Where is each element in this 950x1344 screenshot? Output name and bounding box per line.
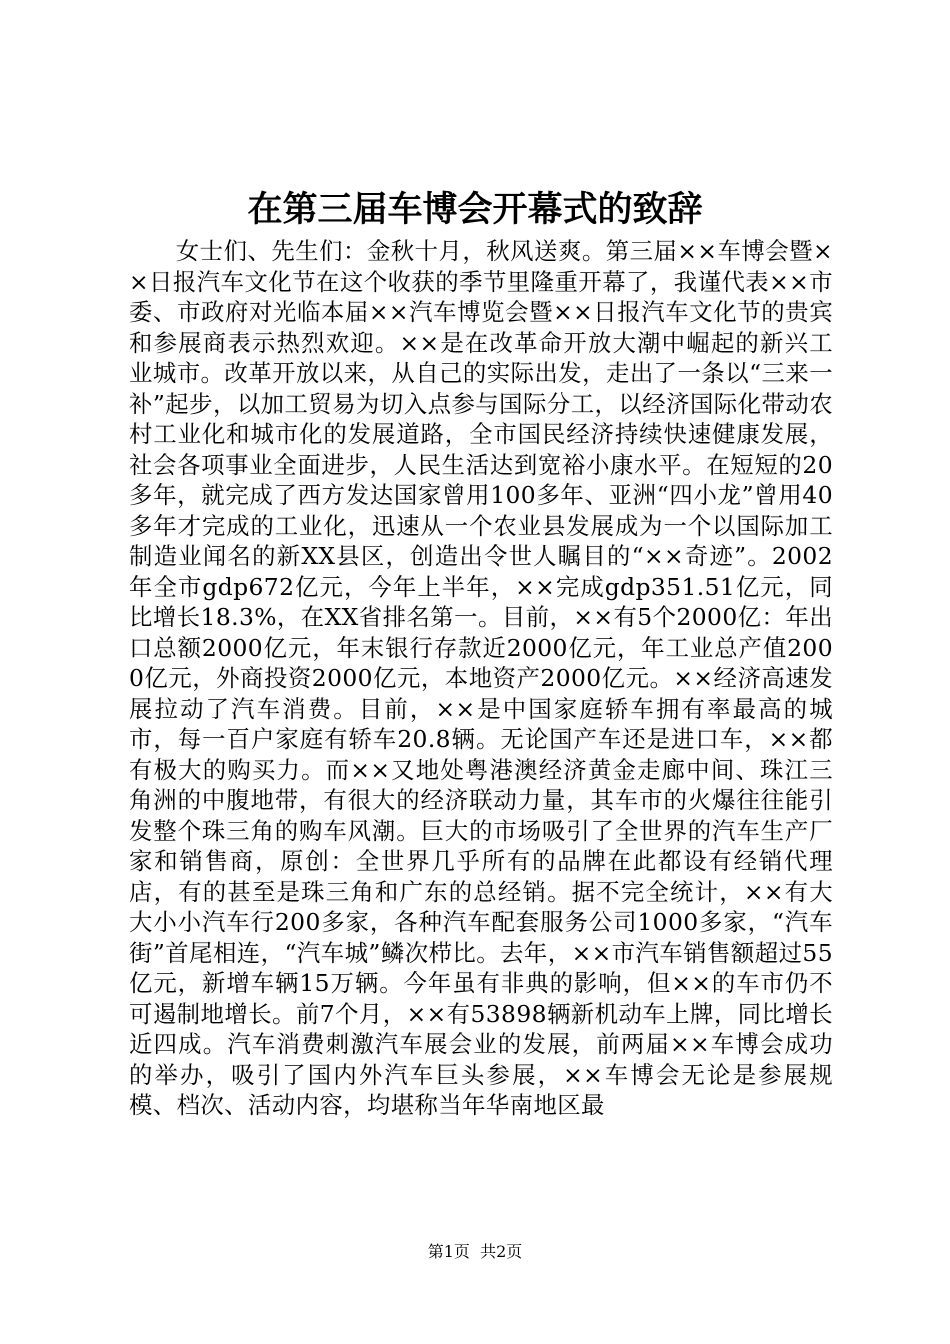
page-number-total: 共2页 <box>480 1242 523 1261</box>
page-footer <box>0 1241 950 1263</box>
body-paragraph: 女士们、先生们：金秋十月，秋风送爽。第三届××车博会暨××日报汽车文化节在这个收获的季节里隆重开幕了，我谨代表××市委、市政府对光临本届××汽车博览会暨××日报汽车文化节的贵宾和参展商表示热烈欢迎。××是在改革命开放大潮中崛起的新兴工业城市。改革开放以来，从自己的实际出发，走出了一条以“三来一补”起步，以加工贸易为切入点参与国际分工，以经济国际化带动农村工业化和城市化的发展道路，全市国民经济持续快速健康发展，社会各项事业全面进步，人民生活达到宽裕小康水平。在短短的20多年，就完成了西方发达国家曾用100多年、亚洲“四小龙”曾用40多年才完成的工业化，迅速从一个农业县发展成为一个以国际加工制造业闻名的新XX县区，创造出令世人瞩目的“××奇迹”。2002年全市gdp672亿元，今年上半年，××完成gdp351.51亿元，同比增长18.3%，在XX省排名第一。目前，××有5个2000亿：年出口总额2000亿元，年末银行存款近2000亿元，年工业总产值2000亿元，外商投资2000亿元，本地资产2000亿元。××经济高速发展拉动了汽车消费。目前，××是中国家庭轿车拥有率最高的城市，每一百户家庭有轿车20.8辆。无论国产车还是进口车，××都有极大的购买力。而××又地处粤港澳经济黄金走廊中间、珠江三角洲的中腹地带，有很大的经济联动力量，其车市的火爆往往能引发整个珠三角的购车风潮。巨大的市场吸引了全世界的汽车生产厂家和销售商，原创：全世界几乎所有的品牌在此都设有经销代理店，有的甚至是珠三角和广东的总经销。据不完全统计，××有大大小小汽车行200多家，各种汽车配套服务公司1000多家，“汽车街”首尾相连，“汽车城”鳞次栉比。去年，××市汽车销售额超过55亿元，新增车辆15万辆。今年虽有非典的影响，但××的车市仍不可遏制地增长。前7个月，××有53898辆新机动车上牌，同比增长近四成。汽车消费刺激汽车展会业的发展，前两届××车博会成功的举办，吸引了国内外汽车巨头参展，××车博会无论是参展规模、档次、活动内容，均堪称当年华南地区最 <box>129 237 833 1119</box>
page-number-current: 第1页 <box>427 1242 470 1261</box>
document-title: 在第三届车博会开幕式的致辞 <box>247 189 703 230</box>
